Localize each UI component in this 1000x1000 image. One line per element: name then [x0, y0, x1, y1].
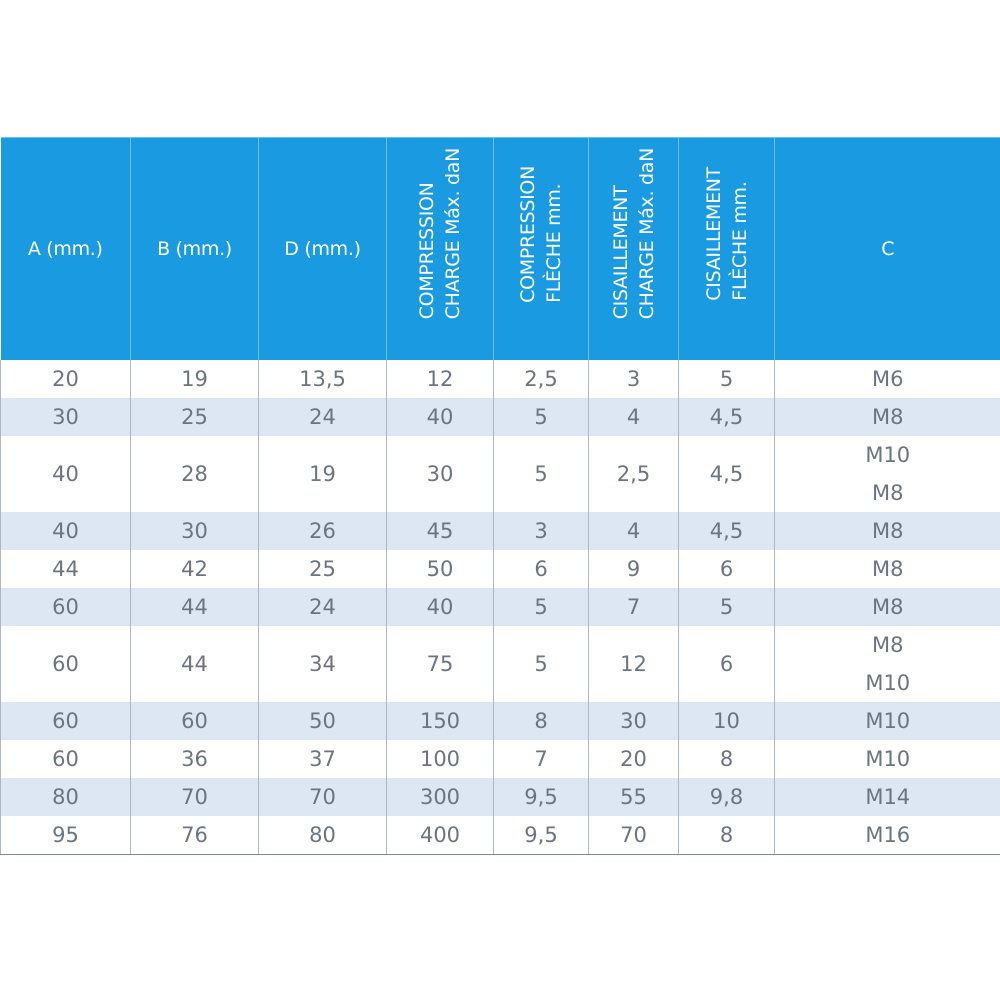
table-cell: 4,5 — [679, 512, 775, 550]
header-label: B (mm.) — [157, 238, 232, 260]
table-cell: 4,5 — [679, 398, 775, 436]
table-cell: 150 — [387, 702, 494, 740]
table-cell-thread — [775, 626, 1000, 702]
header-row — [1, 138, 1000, 361]
header-vertical-label — [608, 148, 660, 349]
table-cell: 44 — [131, 588, 259, 626]
table-cell: 36 — [131, 740, 259, 778]
table-cell: 24 — [259, 588, 387, 626]
table-cell: 7 — [494, 740, 589, 778]
table-cell: 75 — [387, 626, 494, 702]
column-header-compression-fleche — [494, 138, 589, 361]
column-header-cisaillement-charge — [589, 138, 679, 361]
table-cell: 60 — [1, 740, 131, 778]
header-vertical-wrap — [679, 138, 774, 360]
table-cell-thread — [775, 360, 1000, 398]
thread-size: M8 — [872, 633, 904, 657]
table-cell: 5 — [679, 588, 775, 626]
table-cell: 40 — [387, 588, 494, 626]
table-cell-thread — [775, 740, 1000, 778]
table-cell: 300 — [387, 778, 494, 816]
thread-size: M8 — [872, 519, 904, 543]
table-cell: 400 — [387, 816, 494, 855]
header-vertical-wrap — [494, 138, 588, 360]
table-cell: 9,5 — [494, 778, 589, 816]
table-cell: 2,5 — [589, 436, 679, 512]
table-row — [1, 588, 1000, 626]
thread-size: M6 — [872, 367, 904, 391]
table-cell: 9,8 — [679, 778, 775, 816]
table-cell: 95 — [1, 816, 131, 855]
table-cell: 42 — [131, 550, 259, 588]
table-cell: 30 — [1, 398, 131, 436]
table-cell: 80 — [259, 816, 387, 855]
table-cell: 55 — [589, 778, 679, 816]
table-cell: 24 — [259, 398, 387, 436]
table-row — [1, 778, 1000, 816]
header-label-line: COMPRESSION — [517, 165, 539, 303]
table-cell: 5 — [494, 436, 589, 512]
header-vertical-wrap — [387, 138, 493, 360]
thread-size: M10 — [865, 747, 911, 771]
table-row — [1, 550, 1000, 588]
table-cell: 44 — [1, 550, 131, 588]
table-row — [1, 436, 1000, 512]
table-cell: 50 — [259, 702, 387, 740]
column-header-compression-charge — [387, 138, 494, 361]
table-cell: 30 — [131, 512, 259, 550]
header-label: D (mm.) — [284, 238, 361, 260]
header-label: C — [881, 238, 895, 260]
table-cell: 5 — [494, 588, 589, 626]
table-cell: 40 — [1, 436, 131, 512]
table-cell: 13,5 — [259, 360, 387, 398]
header-label-line: COMPRESSION — [416, 182, 438, 320]
thread-size: M16 — [865, 823, 911, 847]
header-label-line: CHARGE Máx. daN — [442, 148, 464, 320]
table-cell: 30 — [387, 436, 494, 512]
table-cell: 40 — [1, 512, 131, 550]
column-header-a-mm — [1, 138, 131, 361]
table-cell: 6 — [679, 550, 775, 588]
table-cell: 25 — [259, 550, 387, 588]
thread-size: M8 — [872, 405, 904, 429]
table-cell: 76 — [131, 816, 259, 855]
table-cell: 44 — [131, 626, 259, 702]
table-cell-thread — [775, 702, 1000, 740]
thread-size: M14 — [865, 785, 911, 809]
table-cell: 60 — [131, 702, 259, 740]
header-label-line: CISAILLEMENT — [702, 167, 725, 301]
table-cell: 9 — [589, 550, 679, 588]
thread-size: M8 — [872, 595, 904, 619]
header-label-line: FLÈCHE mm. — [543, 183, 565, 303]
table-cell: 10 — [679, 702, 775, 740]
table-cell: 60 — [1, 702, 131, 740]
table-cell: 3 — [494, 512, 589, 550]
table-row — [1, 702, 1000, 740]
header-label-line: CISAILLEMENT — [609, 185, 632, 320]
table-cell: 2,5 — [494, 360, 589, 398]
table-row — [1, 816, 1000, 855]
table-cell: 20 — [1, 360, 131, 398]
table-cell-thread — [775, 436, 1000, 512]
table-cell-thread — [775, 588, 1000, 626]
table-cell-thread — [775, 550, 1000, 588]
thread-size: M10 — [865, 709, 911, 733]
thread-size: M10 — [865, 671, 911, 695]
header-vertical-wrap — [589, 138, 678, 360]
thread-size: M8 — [872, 557, 904, 581]
table-cell: 30 — [589, 702, 679, 740]
table-cell: 70 — [131, 778, 259, 816]
table-cell: 70 — [259, 778, 387, 816]
table-row — [1, 740, 1000, 778]
header-vertical-label — [414, 148, 466, 349]
table-cell: 5 — [494, 398, 589, 436]
table-cell: 50 — [387, 550, 494, 588]
table-cell: 6 — [679, 626, 775, 702]
header-vertical-label — [515, 166, 567, 333]
table-cell-thread — [775, 778, 1000, 816]
header-label-line: FLÈCHE mm. — [728, 181, 751, 301]
table-cell-thread — [775, 398, 1000, 436]
table-cell: 9,5 — [494, 816, 589, 855]
table-cell: 20 — [589, 740, 679, 778]
table-cell-thread — [775, 816, 1000, 855]
column-header-b-mm — [131, 138, 259, 361]
table-row — [1, 626, 1000, 702]
spec-table — [0, 137, 1000, 855]
table-body — [1, 360, 1000, 855]
table-row — [1, 360, 1000, 398]
table-cell: 4 — [589, 398, 679, 436]
table-cell: 70 — [589, 816, 679, 855]
table-cell: 8 — [679, 740, 775, 778]
table-cell: 4 — [589, 512, 679, 550]
column-header-c — [775, 138, 1000, 361]
table-cell: 8 — [494, 702, 589, 740]
table-cell: 7 — [589, 588, 679, 626]
table-cell: 34 — [259, 626, 387, 702]
table-cell: 60 — [1, 588, 131, 626]
table-cell: 19 — [131, 360, 259, 398]
table-cell: 6 — [494, 550, 589, 588]
table-cell: 26 — [259, 512, 387, 550]
table-row — [1, 398, 1000, 436]
column-header-cisaillement-fleche — [679, 138, 775, 361]
table-cell: 100 — [387, 740, 494, 778]
table-cell: 45 — [387, 512, 494, 550]
table-cell: 60 — [1, 626, 131, 702]
table-cell: 5 — [494, 626, 589, 702]
table-row — [1, 512, 1000, 550]
table-cell-thread — [775, 512, 1000, 550]
column-header-d-mm — [259, 138, 387, 361]
table-cell: 8 — [679, 816, 775, 855]
table-cell: 12 — [589, 626, 679, 702]
header-label: A (mm.) — [27, 238, 103, 260]
table-cell: 80 — [1, 778, 131, 816]
table-cell: 5 — [679, 360, 775, 398]
header-vertical-label — [701, 167, 753, 331]
table-cell: 40 — [387, 398, 494, 436]
table-cell: 28 — [131, 436, 259, 512]
table-cell: 3 — [589, 360, 679, 398]
table-cell: 19 — [259, 436, 387, 512]
thread-size: M10 — [865, 443, 911, 467]
table-cell: 37 — [259, 740, 387, 778]
table-cell: 4,5 — [679, 436, 775, 512]
header-label-line: CHARGE Máx. daN — [635, 148, 658, 320]
table-cell: 25 — [131, 398, 259, 436]
table-cell: 12 — [387, 360, 494, 398]
thread-size: M8 — [872, 481, 904, 505]
